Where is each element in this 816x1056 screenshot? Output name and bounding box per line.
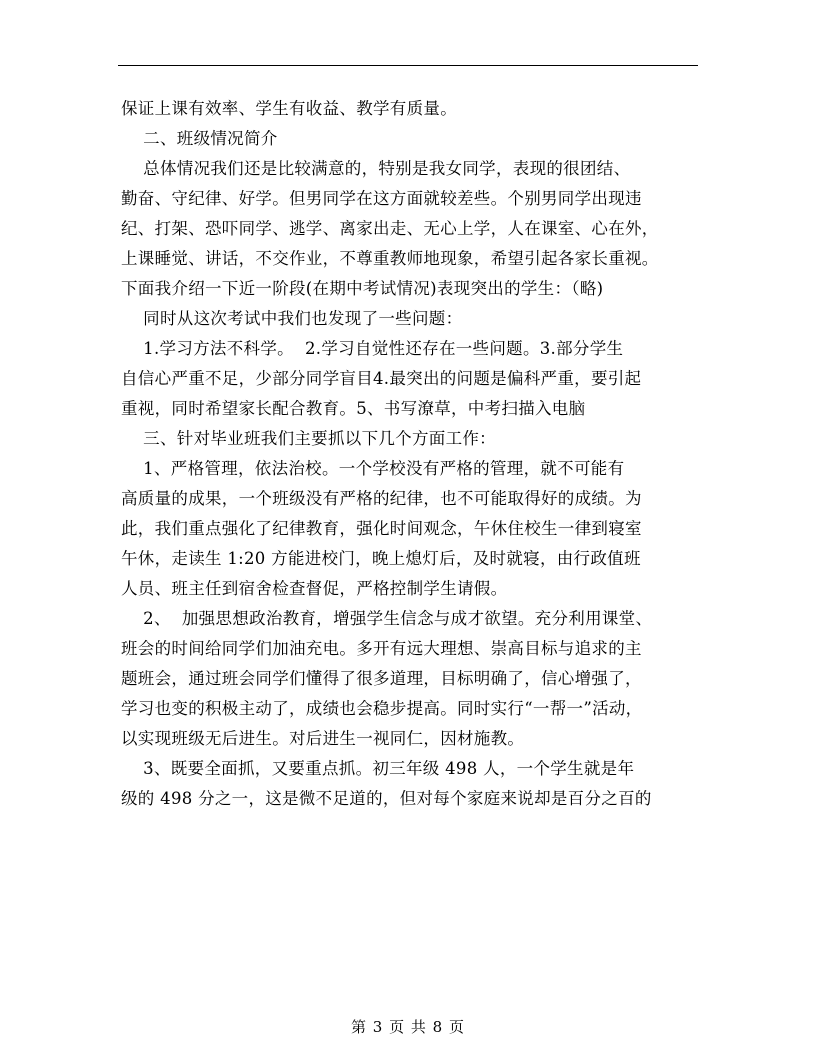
- text-line: 自信心严重不足，少部分同学盲目4.最突出的问题是偏科严重，要引起: [121, 369, 642, 388]
- header-rule: [118, 65, 698, 66]
- text-line: 重视，同时希望家长配合教育。5、书写潦草，中考扫描入电脑: [121, 399, 586, 418]
- text-line: 下面我介绍一下近一阶段(在期中考试情况)表现突出的学生：（略): [121, 279, 604, 298]
- text-line: 高质量的成果，一个班级没有严格的纪律，也不可能取得好的成绩。为: [121, 489, 642, 508]
- text-line: 以实现班级无后进生。对后进生一视同仁，因材施教。: [121, 729, 525, 748]
- text-line: 勤奋、守纪律、好学。但男同学在这方面就较差些。个别男同学出现违: [121, 189, 642, 208]
- text-line: 人员、班主任到宿舍检查督促，严格控制学生请假。: [121, 579, 508, 598]
- text-line: 午休，走读生 1:20 方能进校门，晚上熄灯后，及时就寝，由行政值班: [121, 549, 641, 568]
- text-line: 级的 498 分之一，这是微不足道的，但对每个家庭来说却是百分之百的: [121, 789, 652, 808]
- text-line: 三、针对毕业班我们主要抓以下几个方面工作：: [121, 429, 496, 448]
- text-line: 2、 加强思想政治教育，增强学生信念与成才欲望。充分利用课堂、: [121, 609, 653, 628]
- text-line: 二、班级情况简介: [121, 129, 278, 148]
- text-line: 总体情况我们还是比较满意的，特别是我女同学，表现的很团结、: [121, 159, 631, 178]
- text-line: 学习也变的积极主动了，成绩也会稳步提高。同时实行“一帮一”活动，: [121, 699, 643, 718]
- document-body: [121, 94, 697, 814]
- text-line: 保证上课有效率、学生有收益、教学有质量。: [121, 99, 457, 118]
- text-line: 1.学习方法不科学。 2.学习自觉性还存在一些问题。3.部分学生: [121, 339, 624, 358]
- text-line: 上课睡觉、讲话，不交作业，不尊重教师地现象，希望引起各家长重视。: [121, 249, 659, 268]
- text-line: 1、严格管理，依法治校。一个学校没有严格的管理，就不可能有: [121, 459, 625, 478]
- text-line: 班会的时间给同学们加油充电。多开有远大理想、崇高目标与追求的主: [121, 639, 642, 658]
- text-line: 3、既要全面抓，又要重点抓。初三年级 498 人，一个学生就是年: [121, 759, 635, 778]
- text-line: 纪、打架、恐吓同学、逃学、离家出走、无心上学，人在课室、心在外，: [121, 219, 659, 238]
- text-line: 此，我们重点强化了纪律教育，强化时间观念，午休住校生一律到寝室: [121, 519, 642, 538]
- text-line: 题班会，通过班会同学们懂得了很多道理，目标明确了，信心增强了，: [121, 669, 642, 688]
- text-line: 同时从这次考试中我们也发现了一些问题：: [121, 309, 463, 328]
- page-number-footer: 第 3 页 共 8 页: [351, 1018, 465, 1036]
